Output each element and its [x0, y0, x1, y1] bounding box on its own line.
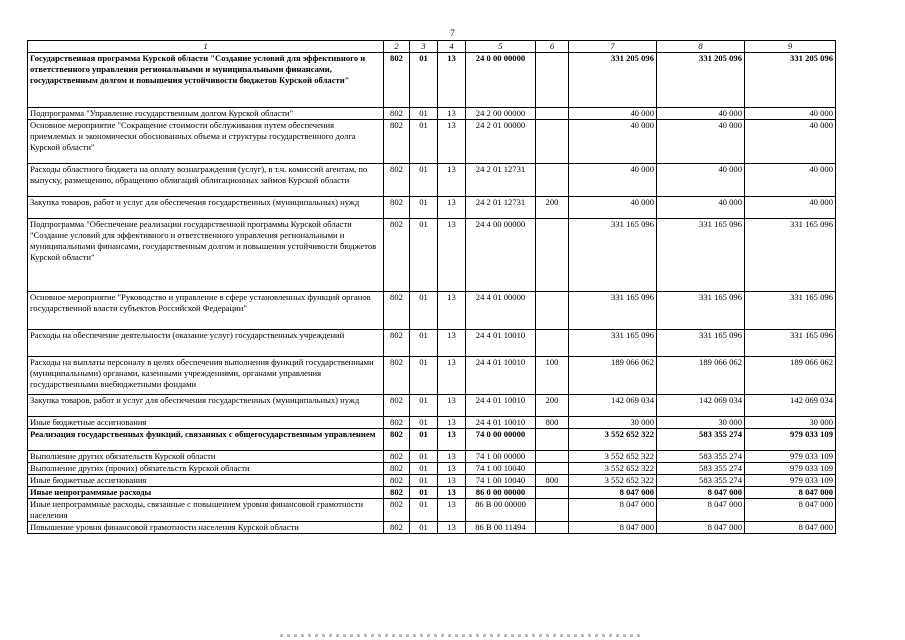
- table-row: [28, 219, 836, 292]
- row-name: Закупка товаров, работ и услуг для обеспечения государственных (муниципальных) нужд: [28, 395, 384, 417]
- budget-table: [27, 40, 836, 534]
- section-code: 01: [410, 357, 438, 395]
- amount-year-1: 40 000: [569, 197, 657, 219]
- table-row: [28, 164, 836, 197]
- column-number: 6: [536, 41, 569, 53]
- amount-year-2: 40 000: [657, 197, 745, 219]
- table-row: [28, 463, 836, 475]
- target-article: 74 1 00 00000: [466, 451, 536, 463]
- admin-code: 802: [384, 357, 410, 395]
- amount-year-3: 8 047 000: [745, 499, 836, 522]
- amount-year-2: 331 165 096: [657, 219, 745, 292]
- target-article: 86 В 00 11494: [466, 522, 536, 534]
- amount-year-1: 189 066 062: [569, 357, 657, 395]
- target-article: 74 1 00 10040: [466, 475, 536, 487]
- subsection-code: 13: [438, 417, 466, 429]
- column-numbers-row: [28, 41, 836, 53]
- expense-type: [536, 219, 569, 292]
- row-name: Государственная программа Курской области "Создание условий для эффективного и ответственного управления региональными и муниципальными финансами, государственным долгом и повышения устойчивости бюджетов Курской области": [28, 53, 384, 108]
- section-code: 01: [410, 463, 438, 475]
- admin-code: 802: [384, 451, 410, 463]
- table-row: [28, 522, 836, 534]
- subsection-code: 13: [438, 120, 466, 164]
- subsection-code: 13: [438, 451, 466, 463]
- amount-year-2: 8 047 000: [657, 522, 745, 534]
- admin-code: 802: [384, 164, 410, 197]
- subsection-code: 13: [438, 487, 466, 499]
- section-code: 01: [410, 197, 438, 219]
- amount-year-3: 331 165 096: [745, 292, 836, 330]
- table-row: [28, 451, 836, 463]
- row-name: Подпрограмма "Управление государственным долгом Курской области": [28, 108, 384, 120]
- amount-year-3: 40 000: [745, 197, 836, 219]
- expense-type: [536, 164, 569, 197]
- expense-type: [536, 451, 569, 463]
- table-row: [28, 108, 836, 120]
- amount-year-3: 30 000: [745, 417, 836, 429]
- subsection-code: 13: [438, 522, 466, 534]
- row-name: Иные непрограммные расходы, связанные с повышением уровня финансовой грамотности населения: [28, 499, 384, 522]
- column-number: 7: [569, 41, 657, 53]
- column-number: 1: [28, 41, 384, 53]
- amount-year-3: 979 033 109: [745, 463, 836, 475]
- amount-year-3: 142 069 034: [745, 395, 836, 417]
- amount-year-2: 40 000: [657, 120, 745, 164]
- row-name: Выполнение других (прочих) обязательств Курской области: [28, 463, 384, 475]
- section-code: 01: [410, 451, 438, 463]
- admin-code: 802: [384, 330, 410, 357]
- amount-year-1: 40 000: [569, 120, 657, 164]
- row-name: Иные бюджетные ассигнования: [28, 475, 384, 487]
- expense-type: [536, 108, 569, 120]
- subsection-code: 13: [438, 219, 466, 292]
- amount-year-2: 331 165 096: [657, 330, 745, 357]
- target-article: 24 4 01 10010: [466, 357, 536, 395]
- amount-year-2: 40 000: [657, 164, 745, 197]
- target-article: 24 0 00 00000: [466, 53, 536, 108]
- admin-code: 802: [384, 487, 410, 499]
- section-code: 01: [410, 292, 438, 330]
- table-row: [28, 475, 836, 487]
- amount-year-1: 331 165 096: [569, 219, 657, 292]
- expense-type: [536, 429, 569, 451]
- admin-code: 802: [384, 499, 410, 522]
- section-code: 01: [410, 522, 438, 534]
- amount-year-1: 40 000: [569, 108, 657, 120]
- expense-type: 200: [536, 197, 569, 219]
- subsection-code: 13: [438, 499, 466, 522]
- section-code: 01: [410, 417, 438, 429]
- row-name: Реализация государственных функций, связанных с общегосударственным управлением: [28, 429, 384, 451]
- row-name: Расходы на выплаты персоналу в целях обеспечения выполнения функций государственными (муниципальными) органами, казенными учреждениями, органами управления государственными внебюджетными фондами: [28, 357, 384, 395]
- expense-type: [536, 463, 569, 475]
- admin-code: 802: [384, 475, 410, 487]
- table-row: [28, 357, 836, 395]
- row-name: Иные непрограммные расходы: [28, 487, 384, 499]
- admin-code: 802: [384, 522, 410, 534]
- expense-type: [536, 53, 569, 108]
- expense-type: 100: [536, 357, 569, 395]
- amount-year-3: 331 205 096: [745, 53, 836, 108]
- target-article: 24 4 01 10010: [466, 395, 536, 417]
- table-row: [28, 197, 836, 219]
- page-number: 7: [450, 28, 455, 38]
- subsection-code: 13: [438, 395, 466, 417]
- amount-year-1: 8 047 000: [569, 487, 657, 499]
- amount-year-3: 8 047 000: [745, 487, 836, 499]
- amount-year-2: 8 047 000: [657, 499, 745, 522]
- row-name: Подпрограмма "Обеспечение реализации государственной программы Курской области "Создание условий для эффективного и ответственного управления региональными и муниципальными финансами, государственным долгом и повышения устойчивости бюджетов Курской области": [28, 219, 384, 292]
- section-code: 01: [410, 499, 438, 522]
- amount-year-3: 331 165 096: [745, 330, 836, 357]
- amount-year-3: 979 033 109: [745, 451, 836, 463]
- amount-year-2: 583 355 274: [657, 475, 745, 487]
- subsection-code: 13: [438, 164, 466, 197]
- amount-year-1: 331 165 096: [569, 292, 657, 330]
- target-article: 74 1 00 10040: [466, 463, 536, 475]
- amount-year-2: 30 000: [657, 417, 745, 429]
- amount-year-1: 142 069 034: [569, 395, 657, 417]
- section-code: 01: [410, 487, 438, 499]
- subsection-code: 13: [438, 197, 466, 219]
- amount-year-2: 331 165 096: [657, 292, 745, 330]
- amount-year-2: 583 355 274: [657, 429, 745, 451]
- table-row: [28, 53, 836, 108]
- admin-code: 802: [384, 395, 410, 417]
- column-number: 2: [384, 41, 410, 53]
- scan-artifact: [280, 634, 640, 637]
- subsection-code: 13: [438, 475, 466, 487]
- section-code: 01: [410, 475, 438, 487]
- amount-year-1: 3 552 652 322: [569, 429, 657, 451]
- expense-type: [536, 292, 569, 330]
- admin-code: 802: [384, 108, 410, 120]
- section-code: 01: [410, 120, 438, 164]
- section-code: 01: [410, 429, 438, 451]
- amount-year-1: 3 552 652 322: [569, 475, 657, 487]
- admin-code: 802: [384, 417, 410, 429]
- admin-code: 802: [384, 120, 410, 164]
- column-number: 9: [745, 41, 836, 53]
- table-row: [28, 330, 836, 357]
- column-number: 5: [466, 41, 536, 53]
- section-code: 01: [410, 53, 438, 108]
- target-article: 24 2 01 12731: [466, 164, 536, 197]
- row-name: Выполнение других обязательств Курской области: [28, 451, 384, 463]
- section-code: 01: [410, 330, 438, 357]
- admin-code: 802: [384, 197, 410, 219]
- amount-year-2: 40 000: [657, 108, 745, 120]
- target-article: 86 В 00 00000: [466, 499, 536, 522]
- row-name: Расходы на обеспечение деятельности (оказание услуг) государственных учреждений: [28, 330, 384, 357]
- admin-code: 802: [384, 53, 410, 108]
- amount-year-2: 8 047 000: [657, 487, 745, 499]
- amount-year-1: 331 205 096: [569, 53, 657, 108]
- expense-type: 200: [536, 395, 569, 417]
- expense-type: 800: [536, 475, 569, 487]
- row-name: Иные бюджетные ассигнования: [28, 417, 384, 429]
- amount-year-1: 8 047 000: [569, 522, 657, 534]
- expense-type: [536, 330, 569, 357]
- amount-year-3: 979 033 109: [745, 429, 836, 451]
- amount-year-1: 8 047 000: [569, 499, 657, 522]
- row-name: Основное мероприятие "Руководство и управление в сфере установленных функций органов государственной власти субъектов Российской Федерации": [28, 292, 384, 330]
- row-name: Основное мероприятие "Сокращение стоимости обслуживания путем обеспечения приемлемых и экономически обоснованных объема и структуры государственного долга Курской области": [28, 120, 384, 164]
- target-article: 24 4 01 00000: [466, 292, 536, 330]
- target-article: 24 4 00 00000: [466, 219, 536, 292]
- section-code: 01: [410, 108, 438, 120]
- row-name: Расходы областного бюджета на оплату вознаграждения (услуг), в т.ч. комиссий агентам, по выпуску, размещению, обращению облигаций облигационных займов Курской области: [28, 164, 384, 197]
- section-code: 01: [410, 395, 438, 417]
- table-row: [28, 292, 836, 330]
- amount-year-2: 331 205 096: [657, 53, 745, 108]
- amount-year-1: 331 165 096: [569, 330, 657, 357]
- target-article: 24 4 01 10010: [466, 330, 536, 357]
- table-row: [28, 395, 836, 417]
- amount-year-3: 8 047 000: [745, 522, 836, 534]
- amount-year-3: 331 165 096: [745, 219, 836, 292]
- amount-year-1: 3 552 652 322: [569, 451, 657, 463]
- amount-year-3: 40 000: [745, 108, 836, 120]
- subsection-code: 13: [438, 357, 466, 395]
- amount-year-3: 40 000: [745, 164, 836, 197]
- column-number: 3: [410, 41, 438, 53]
- subsection-code: 13: [438, 463, 466, 475]
- amount-year-3: 40 000: [745, 120, 836, 164]
- subsection-code: 13: [438, 53, 466, 108]
- admin-code: 802: [384, 292, 410, 330]
- expense-type: [536, 499, 569, 522]
- admin-code: 802: [384, 429, 410, 451]
- amount-year-2: 583 355 274: [657, 451, 745, 463]
- subsection-code: 13: [438, 429, 466, 451]
- subsection-code: 13: [438, 292, 466, 330]
- admin-code: 802: [384, 219, 410, 292]
- amount-year-1: 30 000: [569, 417, 657, 429]
- expense-type: [536, 120, 569, 164]
- amount-year-1: 3 552 652 322: [569, 463, 657, 475]
- expense-type: [536, 487, 569, 499]
- table-row: [28, 499, 836, 522]
- table-row: [28, 417, 836, 429]
- row-name: Повышение уровня финансовой грамотности населения Курской области: [28, 522, 384, 534]
- column-number: 8: [657, 41, 745, 53]
- amount-year-2: 189 066 062: [657, 357, 745, 395]
- table-row: [28, 120, 836, 164]
- amount-year-2: 583 355 274: [657, 463, 745, 475]
- target-article: 24 2 01 00000: [466, 120, 536, 164]
- amount-year-1: 40 000: [569, 164, 657, 197]
- admin-code: 802: [384, 463, 410, 475]
- subsection-code: 13: [438, 108, 466, 120]
- row-name: Закупка товаров, работ и услуг для обеспечения государственных (муниципальных) нужд: [28, 197, 384, 219]
- table-row: [28, 487, 836, 499]
- target-article: 86 0 00 00000: [466, 487, 536, 499]
- expense-type: 800: [536, 417, 569, 429]
- target-article: 24 4 01 10010: [466, 417, 536, 429]
- amount-year-3: 189 066 062: [745, 357, 836, 395]
- target-article: 24 2 00 00000: [466, 108, 536, 120]
- table-row: [28, 429, 836, 451]
- amount-year-3: 979 033 109: [745, 475, 836, 487]
- section-code: 01: [410, 164, 438, 197]
- section-code: 01: [410, 219, 438, 292]
- column-number: 4: [438, 41, 466, 53]
- target-article: 24 2 01 12731: [466, 197, 536, 219]
- expense-type: [536, 522, 569, 534]
- target-article: 74 0 00 00000: [466, 429, 536, 451]
- subsection-code: 13: [438, 330, 466, 357]
- amount-year-2: 142 069 034: [657, 395, 745, 417]
